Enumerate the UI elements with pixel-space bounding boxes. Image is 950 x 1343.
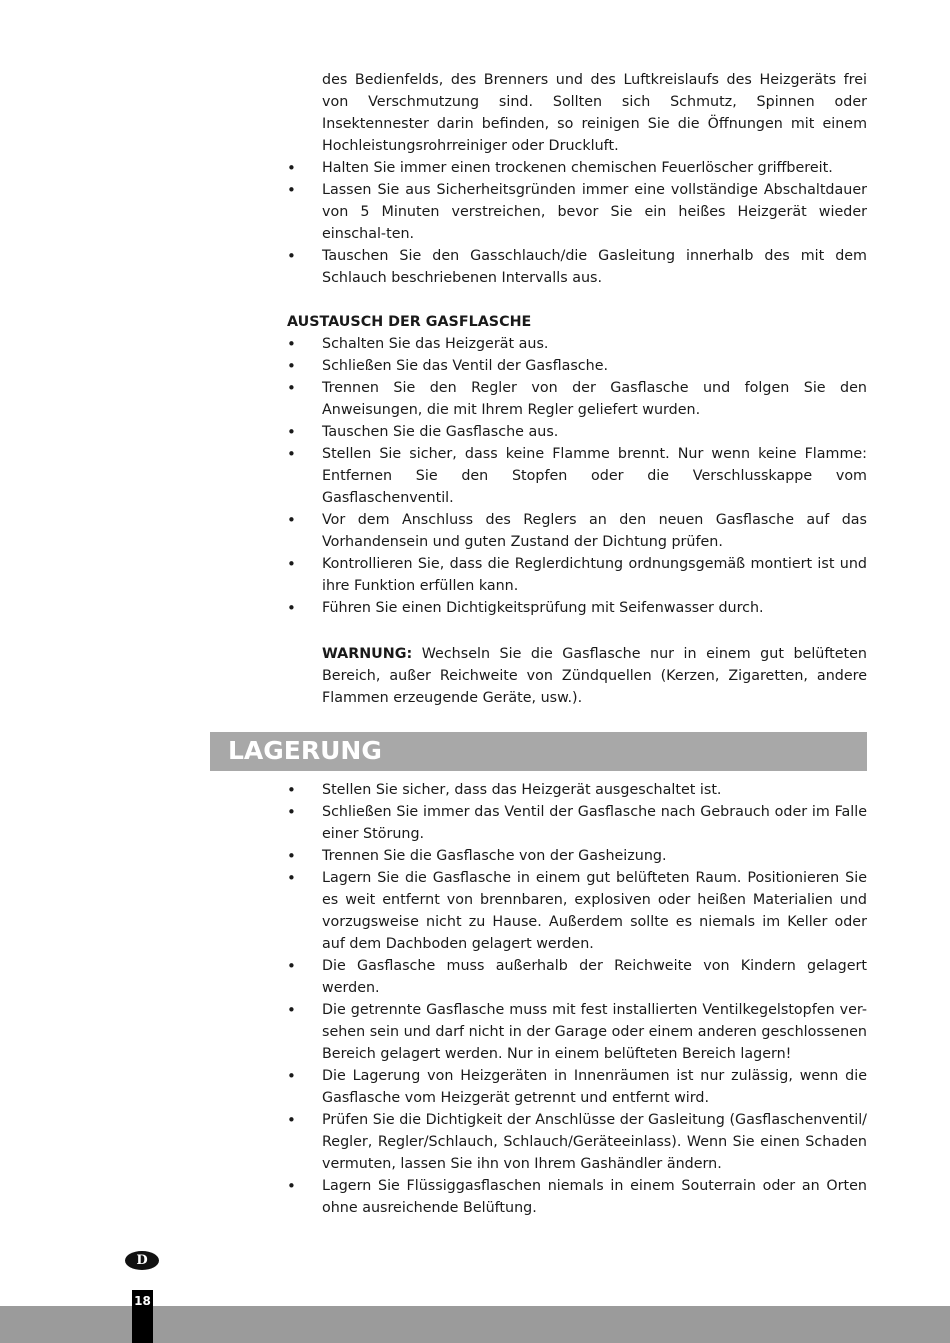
list-item: • Stellen Sie sicher, dass keine Flamme brennt. Nur wenn keine Flamme: Entfernen Sie den Stopfen oder die Verschlusskappe vom Gasflaschenventil. <box>287 443 867 509</box>
section-title-bar <box>210 732 867 771</box>
list-item: • Schließen Sie immer das Ventil der Gasflasche nach Gebrauch oder im Falle einer Störung. <box>287 801 867 845</box>
list-item: • Trennen Sie den Regler von der Gasflasche und folgen Sie den Anweisungen, die mit Ihrem Regler geliefert wurden. <box>287 377 867 421</box>
list-item: • Vor dem Anschluss des Reglers an den neuen Gasflasche auf das Vorhandensein und guten Zustand der Dichtung prüfen. <box>287 509 867 553</box>
list-item: • Schalten Sie das Heizgerät aus. <box>287 333 867 355</box>
page-number: 18 <box>132 1290 153 1343</box>
list-item: • Trennen Sie die Gasflasche von der Gasheizung. <box>287 845 867 867</box>
warning-text: Wechseln Sie die Gasflasche nur in einem gut belüfteten Bereich, außer Reichweite von Zündquellen (Kerzen, Zigaretten, andere Flammen erzeugende Geräte, usw.). <box>322 646 867 706</box>
list-item: • Tauschen Sie den Gasschlauch/die Gasleitung innerhalb des mit dem Schlauch beschriebenen Intervalls aus. <box>287 245 867 289</box>
continuation-paragraph: des Bedienfelds, des Brenners und des Luftkreislaufs des Heizgeräts frei von Verschmutzung sind. Sollten sich Schmutz, Spinnen oder Insektennester darin befinden, so reinigen Sie die Öffnungen mit einem Hochleistungsrohrreiniger oder Druckluft. <box>322 72 867 154</box>
language-badge: D <box>125 1251 159 1270</box>
list-item: • Prüfen Sie die Dichtigkeit der Anschlüsse der Gasleitung (Gasflaschenventil/ Regler, Regler/Schlauch, Schlauch/Geräteeinlass). Wenn Sie einen Schaden vermuten, lassen Sie ihn von Ihrem Gashändler ändern. <box>287 1109 867 1175</box>
list-item: • Lagern Sie die Gasflasche in einem gut belüfteten Raum. Positionieren Sie es weit entfernt von brennbaren, explosiven oder heißen Materialien und vorzugsweise nicht zu Hause. Außerdem sollte es niemals im Keller oder auf dem Dachboden gelagert werden. <box>287 867 867 955</box>
list-item: • Lassen Sie aus Sicherheitsgründen immer eine vollständige Abschaltdauer von 5 Minuten verstreichen, bevor Sie ein heißes Heizgerät wieder einschal-ten. <box>287 179 867 245</box>
maintenance-list <box>287 157 867 289</box>
section-title: LAGERUNG <box>228 736 382 765</box>
list-item: • Führen Sie einen Dichtigkeitsprüfung mit Seifenwasser durch. <box>287 597 867 619</box>
gas-replacement-section <box>287 311 867 709</box>
list-item: • Lagern Sie Flüssiggasflaschen niemals in einem Souterrain oder an Orten ohne ausreichende Belüftung. <box>287 1175 867 1219</box>
storage-list <box>287 779 867 1219</box>
warning-label: WARNUNG: <box>322 646 413 662</box>
warning-note <box>322 643 867 709</box>
list-item: • Tauschen Sie die Gasflasche aus. <box>287 421 867 443</box>
section-heading: AUSTAUSCH DER GASFLASCHE <box>287 314 532 330</box>
list-item: • Kontrollieren Sie, dass die Reglerdichtung ordnungsgemäß montiert ist und ihre Funktion erfüllen kann. <box>287 553 867 597</box>
list-item: • Die Gasflasche muss außerhalb der Reichweite von Kindern gelagert werden. <box>287 955 867 999</box>
list-item: • Stellen Sie sicher, dass das Heizgerät ausgeschaltet ist. <box>287 779 867 801</box>
list-item: • Schließen Sie das Ventil der Gasflasche. <box>287 355 867 377</box>
list-item: • Halten Sie immer einen trockenen chemischen Feuerlöscher griffbereit. <box>287 157 867 179</box>
list-item: • Die Lagerung von Heizgeräten in Innenräumen ist nur zulässig, wenn die Gasflasche vom Heizgerät getrennt und entfernt wird. <box>287 1065 867 1109</box>
list-item: • Die getrennte Gasflasche muss mit fest installierten Ventilkegelstopfen ver-sehen sein und darf nicht in der Garage oder einem anderen geschlossenen Bereich gelagert werden. Nur in einem belüfteten Bereich lagern! <box>287 999 867 1065</box>
